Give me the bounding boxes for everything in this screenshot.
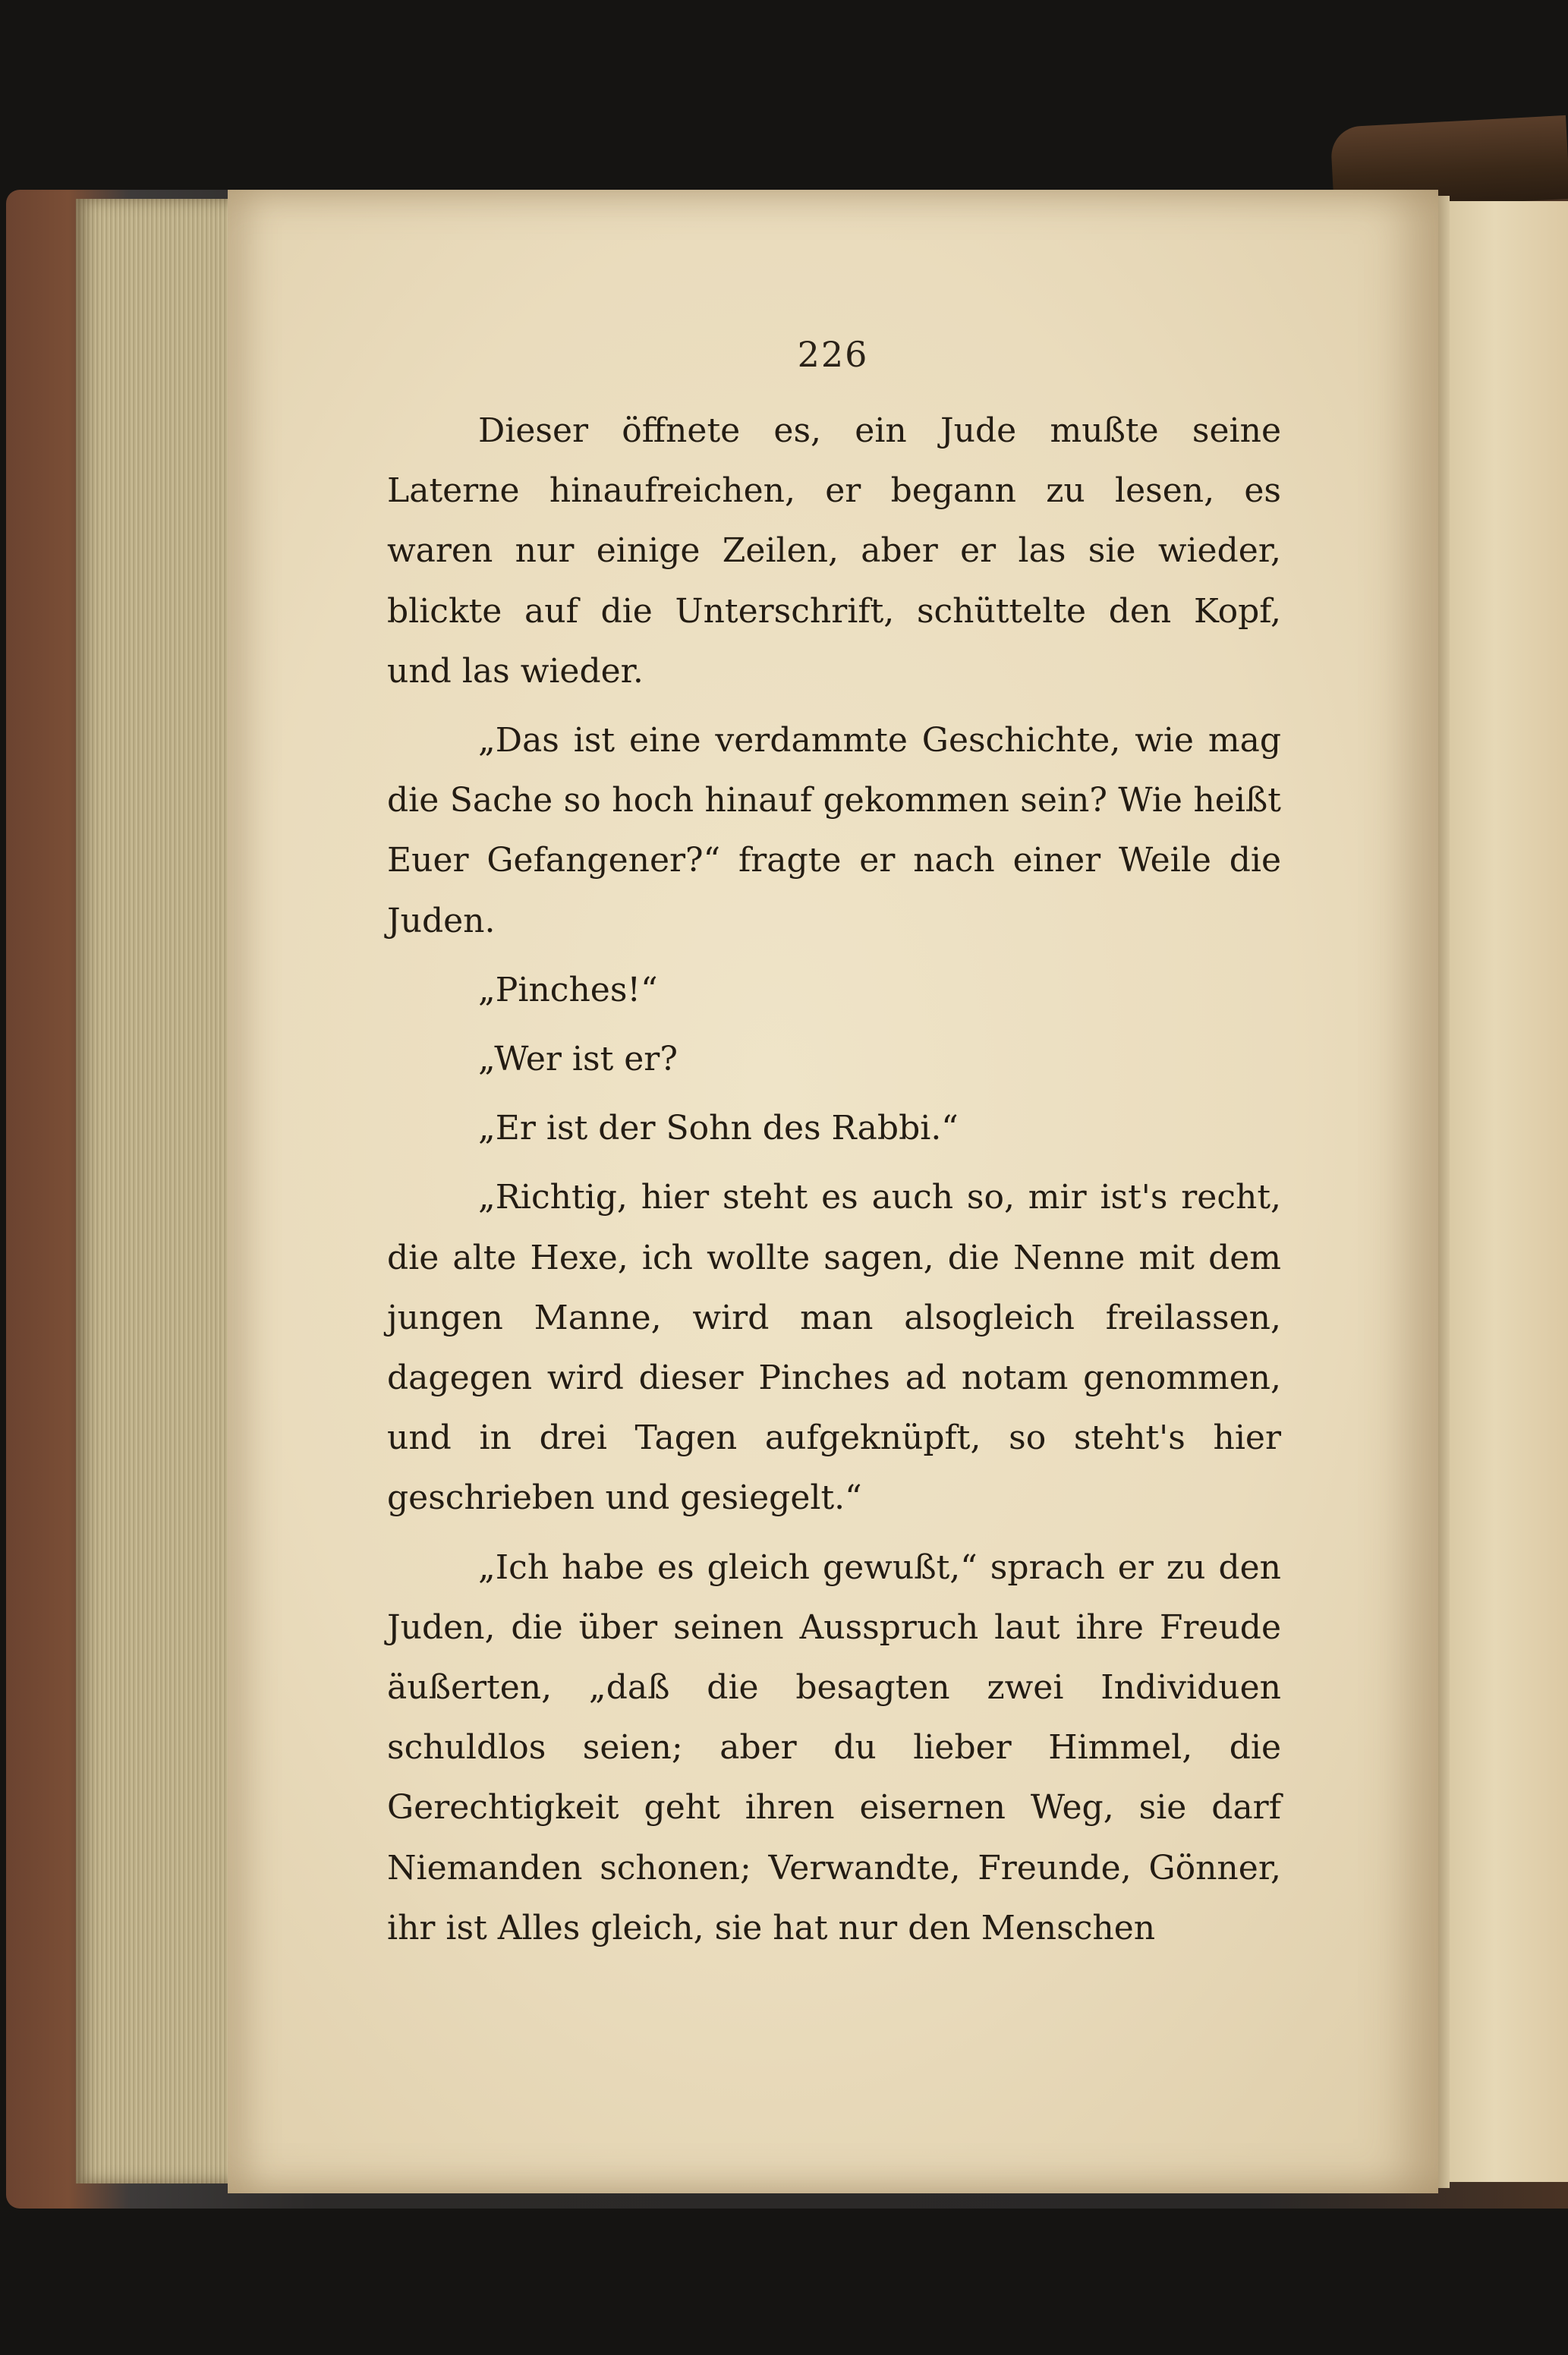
paragraph-6: „Richtig, hier steht es auch so, mir ist's recht, die alte Hexe, ich wollte sagen, die Nenne mit dem jungen Manne, wird man alsogleich freilassen, dagegen wird dieser Pinches ad notam genommen, und in drei Tagen aufgeknüpft, so steht's hier geschrieben und gesiegelt.“ — [387, 1178, 1281, 1518]
page-edges — [76, 199, 241, 2183]
paragraph-2: „Das ist eine verdammte Geschichte, wie mag die Sache so hoch hinauf gekommen sein? Wie heißt Euer Gefangener?“ fragte er nach einer Weile die Juden. — [387, 721, 1281, 940]
paragraph-1: Dieser öffnete es, ein Jude mußte seine Laterne hinaufreichen, er begann zu lesen, es waren nur einige Zeilen, aber er las sie wieder, blickte auf die Unterschrift, schüttelte den Kopf, und las wieder. — [387, 411, 1281, 691]
page-body — [387, 401, 1281, 1958]
paragraph-5: „Er ist der Sohn des Rabbi.“ — [478, 1109, 959, 1148]
page-number: 226 — [797, 334, 869, 375]
book-page — [228, 190, 1438, 2193]
paragraph-3: „Pinches!“ — [478, 970, 658, 1009]
paragraph-7: „Ich habe es gleich gewußt,“ sprach er zu den Juden, die über seinen Ausspruch laut ihre Freude äußerten, „daß die besagten zwei Individuen schuldlos seien; aber du lieber Himmel, die Gerechtigkeit geht ihren eisernen Weg, sie darf Niemanden schonen; Verwandte, Freunde, Gönner, ihr ist Alles gleich, sie hat nur den Menschen — [387, 1547, 1281, 1947]
facing-page-edge — [1446, 201, 1568, 2182]
paragraph-4: „Wer ist er? — [478, 1040, 678, 1079]
